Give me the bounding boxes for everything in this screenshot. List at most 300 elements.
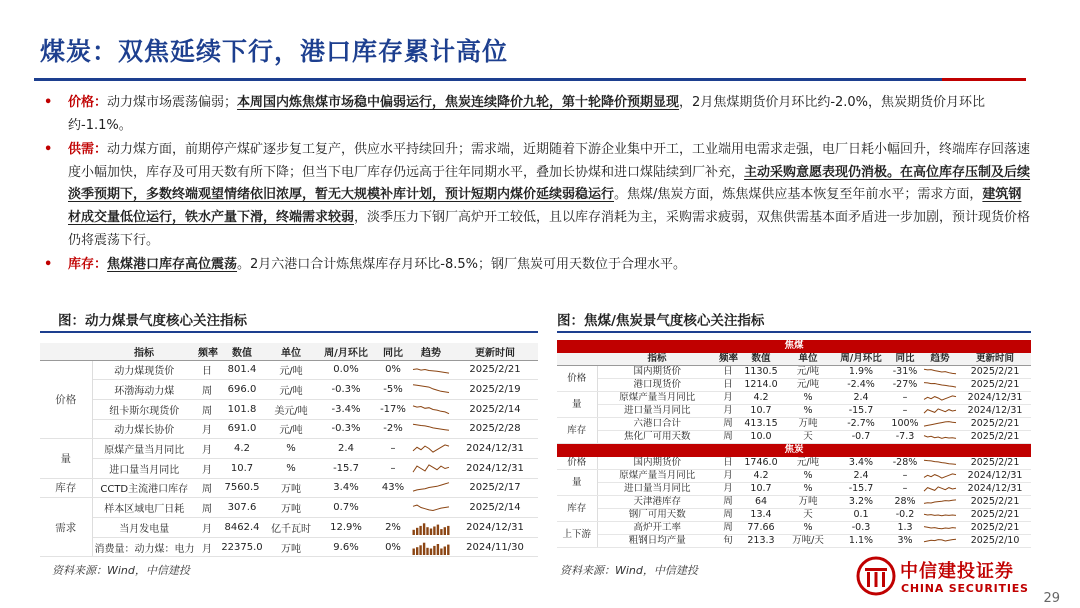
yoy-change: 0% <box>376 537 410 557</box>
value: 8462.4 <box>218 518 266 538</box>
indicator-name: 焦化厂可用天数 <box>597 431 717 444</box>
period-change: 2.4 <box>833 470 889 483</box>
column-header: 单位 <box>783 353 833 366</box>
frequency: 周 <box>717 431 739 444</box>
unit: % <box>783 470 833 483</box>
value: 13.4 <box>739 509 783 522</box>
indicator-name: 原煤产量当月同比 <box>597 470 717 483</box>
update-date: 2025/2/21 <box>959 379 1031 392</box>
bullet-icon: • <box>44 95 53 110</box>
indicator-name: 国内期货价 <box>597 457 717 470</box>
trend-sparkline <box>923 484 957 494</box>
column-header: 数值 <box>218 343 266 360</box>
table-row <box>40 439 538 459</box>
indicator-name: 国内期货价 <box>597 366 717 379</box>
trend-line <box>413 465 449 472</box>
trend-cell <box>921 496 959 509</box>
update-date: 2025/2/21 <box>959 431 1031 444</box>
frequency: 月 <box>196 419 218 439</box>
trend-bar-sparkline <box>412 540 450 555</box>
trend-cell <box>921 509 959 522</box>
yoy-change: -7.3 <box>889 431 921 444</box>
frequency: 月 <box>717 470 739 483</box>
period-change: 3.4% <box>833 457 889 470</box>
table-row <box>40 360 538 380</box>
period-change: 1.1% <box>833 535 889 548</box>
trend-cell <box>921 366 959 379</box>
frequency: 月 <box>196 537 218 557</box>
trend-line <box>413 483 449 491</box>
trend-cell <box>410 478 452 498</box>
value: 64 <box>739 496 783 509</box>
table-row <box>557 535 1031 548</box>
right-caption-rule <box>557 331 1031 333</box>
yoy-change: 1.3 <box>889 522 921 535</box>
table-row <box>557 496 1031 509</box>
paragraph-text: 。2月六港口合计炼焦煤库存月环比-8.5%；钢厂焦炭可用天数位于合理水平。 <box>237 257 687 273</box>
column-header: 趋势 <box>410 343 452 360</box>
yoy-change: – <box>376 458 410 478</box>
value: 213.3 <box>739 535 783 548</box>
trend-bar <box>437 544 439 555</box>
table-row <box>40 478 538 498</box>
trend-sparkline <box>412 500 450 515</box>
unit: 元/吨 <box>266 360 316 380</box>
trend-cell <box>921 522 959 535</box>
frequency: 月 <box>717 483 739 496</box>
indicator-name: 六港口合计 <box>597 418 717 431</box>
indicator-name: 当月发电量 <box>92 518 196 538</box>
value: 77.66 <box>739 522 783 535</box>
summary-paragraph <box>38 254 1032 277</box>
period-change: -15.7 <box>833 405 889 418</box>
trend-sparkline <box>923 380 957 390</box>
yoy-change: 2% <box>376 518 410 538</box>
frequency: 月 <box>196 439 218 459</box>
paragraph-text: 动力煤方面，前期停产煤矿逐步复工复产，供应水平持续回升；需求端，近期随着下游企业集中开工，工业端用电需求走强，电厂日耗小幅回升，终端库存回落速度小幅加快，库存及可用天数有所下降；但当下电厂库存仍远高于往年同期水平，叠加长协煤和进口煤陆续到厂补充， <box>68 142 1031 180</box>
trend-line <box>413 385 449 393</box>
unit: 元/吨 <box>266 380 316 400</box>
trend-line <box>924 500 956 504</box>
value: 801.4 <box>218 360 266 380</box>
thermal-coal-indicator-table <box>40 343 538 557</box>
update-date: 2024/12/31 <box>959 483 1031 496</box>
section-title: 焦煤 <box>557 340 1031 353</box>
unit: % <box>783 392 833 405</box>
period-change: -2.7% <box>833 418 889 431</box>
table-row <box>40 419 538 439</box>
paragraph-text: ，淡季压力下钢厂高炉开工较低，且以库存消耗为主，采购需求疲弱，双焦供需基本面矛盾进一步加剧，预计现货价格仍将震荡下行。 <box>68 209 1031 248</box>
column-header: 趋势 <box>921 353 959 366</box>
column-header: 频率 <box>719 353 739 365</box>
paragraph-text: 动力煤市场震荡偏弱； <box>107 95 238 110</box>
trend-bar <box>416 547 418 555</box>
trend-bar <box>423 542 425 554</box>
unit: 万吨 <box>266 537 316 557</box>
table-row <box>40 458 538 478</box>
yoy-change: – <box>376 439 410 459</box>
trend-bar-sparkline <box>412 520 450 535</box>
trend-bar <box>430 528 432 535</box>
yoy-change: – <box>889 405 921 418</box>
update-date: 2024/12/31 <box>452 458 538 478</box>
table-row <box>557 431 1031 444</box>
indicator-name: 钢厂可用天数 <box>597 509 717 522</box>
update-date: 2024/12/31 <box>959 470 1031 483</box>
trend-sparkline <box>923 471 957 481</box>
trend-sparkline <box>923 419 957 429</box>
table-row <box>40 399 538 419</box>
left-table-caption: 图：动力煤景气度核心关注指标 <box>58 313 247 329</box>
frequency: 日 <box>717 457 739 470</box>
column-header: 周/月环比 <box>316 343 376 360</box>
emphasis-text: 本周国内炼焦煤市场稳中偏弱运行，焦炭连续降价九轮，第十轮降价预期显现 <box>237 95 680 110</box>
unit: 元/吨 <box>783 457 833 470</box>
table-row <box>40 518 538 538</box>
header-row <box>557 353 1031 366</box>
value: 4.2 <box>739 392 783 405</box>
trend-bar <box>419 545 421 555</box>
indicator-name: 样本区域电厂日耗 <box>92 498 196 518</box>
trend-bar <box>447 526 449 535</box>
frequency: 周 <box>196 498 218 518</box>
trend-line <box>924 383 956 388</box>
trend-bar <box>416 528 418 535</box>
trend-cell <box>410 439 452 459</box>
period-change: -2.4% <box>833 379 889 392</box>
company-logo <box>856 556 1036 604</box>
unit: 天 <box>783 509 833 522</box>
value: 10.7 <box>739 405 783 418</box>
trend-sparkline <box>923 367 957 377</box>
unit: 天 <box>783 431 833 444</box>
trend-line <box>924 436 956 439</box>
group-label: 价格 <box>40 360 92 439</box>
column-header: 更新时间 <box>959 353 1031 366</box>
update-date: 2025/2/19 <box>452 380 538 400</box>
trend-sparkline <box>923 510 957 520</box>
period-change: -15.7 <box>833 483 889 496</box>
value: 1214.0 <box>739 379 783 392</box>
table-row <box>557 366 1031 379</box>
section-band <box>557 444 1031 457</box>
paragraph-label: 价格： <box>68 95 108 110</box>
trend-cell <box>410 419 452 439</box>
emphasis-text: 焦煤港口库存高位震荡 <box>107 257 238 273</box>
company-logo-icon <box>856 556 896 596</box>
frequency: 周 <box>196 478 218 498</box>
trend-line <box>924 487 956 491</box>
yoy-change: 0% <box>376 360 410 380</box>
frequency: 月 <box>717 392 739 405</box>
unit: % <box>266 458 316 478</box>
update-date: 2025/2/21 <box>959 366 1031 379</box>
update-date: 2025/2/17 <box>452 478 538 498</box>
indicator-name: 港口现货价 <box>597 379 717 392</box>
yoy-change: -17% <box>376 399 410 419</box>
value: 10.0 <box>739 431 783 444</box>
trend-bar <box>413 548 415 555</box>
summary-paragraph <box>38 92 1032 137</box>
trend-sparkline <box>412 382 450 397</box>
indicator-name: 进口量当月同比 <box>92 458 196 478</box>
coking-coal-indicator-table <box>557 340 1031 548</box>
table-row <box>557 483 1031 496</box>
table-row <box>557 457 1031 470</box>
frequency: 周 <box>717 522 739 535</box>
frequency: 旬 <box>717 535 739 548</box>
bullet-icon: • <box>44 142 53 158</box>
group-label: 需求 <box>40 498 92 557</box>
unit: % <box>783 522 833 535</box>
yoy-change: 28% <box>889 496 921 509</box>
update-date: 2024/11/30 <box>452 537 538 557</box>
unit: 万吨/天 <box>783 535 833 548</box>
paragraph-label: 库存： <box>68 257 108 273</box>
frequency: 周 <box>717 496 739 509</box>
summary-paragraphs <box>38 92 1032 279</box>
table-row <box>40 537 538 557</box>
trend-line <box>924 409 956 413</box>
frequency: 日 <box>717 366 739 379</box>
trend-sparkline <box>923 393 957 403</box>
period-change: -0.3% <box>316 380 376 400</box>
period-change: 3.4% <box>316 478 376 498</box>
trend-cell <box>921 535 959 548</box>
trend-sparkline <box>412 402 450 417</box>
unit: 元/吨 <box>783 379 833 392</box>
trend-line <box>924 396 956 400</box>
group-label: 价格 <box>557 366 597 392</box>
trend-cell <box>921 483 959 496</box>
trend-line <box>924 474 956 478</box>
trend-sparkline <box>412 480 450 495</box>
trend-cell <box>921 418 959 431</box>
trend-sparkline <box>923 458 957 468</box>
table-row <box>557 509 1031 522</box>
unit: % <box>783 483 833 496</box>
trend-sparkline <box>412 461 450 476</box>
value: 4.2 <box>218 439 266 459</box>
column-header: 单位 <box>266 343 316 360</box>
value: 7560.5 <box>218 478 266 498</box>
update-date: 2025/2/21 <box>959 457 1031 470</box>
table-row <box>40 380 538 400</box>
yoy-change: -31% <box>889 366 921 379</box>
trend-cell <box>410 537 452 557</box>
column-header: 频率 <box>196 343 218 360</box>
trend-line <box>413 445 449 452</box>
period-change: -0.3% <box>316 419 376 439</box>
period-change: -0.7 <box>833 431 889 444</box>
indicator-name: 动力煤现货价 <box>92 360 196 380</box>
trend-bar <box>444 546 446 555</box>
unit: 万吨 <box>266 498 316 518</box>
bullet-icon: • <box>44 257 53 273</box>
trend-bar <box>440 529 442 535</box>
trend-sparkline <box>923 523 957 533</box>
page-title: 煤炭：双焦延续下行，港口库存累计高位 <box>40 37 509 66</box>
yoy-change: 3% <box>889 535 921 548</box>
update-date: 2025/2/21 <box>959 509 1031 522</box>
yoy-change: – <box>889 470 921 483</box>
trend-cell <box>410 498 452 518</box>
trend-cell <box>921 470 959 483</box>
group-label: 库存 <box>40 478 92 498</box>
period-change: 3.2% <box>833 496 889 509</box>
update-date: 2025/2/21 <box>959 418 1031 431</box>
yoy-change: -2% <box>376 419 410 439</box>
frequency: 日 <box>196 360 218 380</box>
trend-cell <box>410 360 452 380</box>
frequency: 月 <box>717 405 739 418</box>
yoy-change: -5% <box>376 380 410 400</box>
trend-cell <box>921 405 959 418</box>
unit: 美元/吨 <box>266 399 316 419</box>
period-change: -15.7 <box>316 458 376 478</box>
value: 1746.0 <box>739 457 783 470</box>
value: 1130.5 <box>739 366 783 379</box>
frequency: 日 <box>717 379 739 392</box>
update-date: 2025/2/10 <box>959 535 1031 548</box>
update-date: 2024/12/31 <box>959 405 1031 418</box>
value: 4.2 <box>739 470 783 483</box>
trend-line <box>413 505 449 510</box>
column-header: 同比 <box>889 353 921 366</box>
value: 10.7 <box>218 458 266 478</box>
update-date: 2025/2/21 <box>452 360 538 380</box>
update-date: 2024/12/31 <box>452 518 538 538</box>
trend-line <box>413 406 449 414</box>
unit: 万吨 <box>266 478 316 498</box>
column-header: 指标 <box>597 353 717 366</box>
update-date: 2024/12/31 <box>959 392 1031 405</box>
period-change: 9.6% <box>316 537 376 557</box>
right-source-note: 资料来源：Wind，中信建投 <box>560 564 698 577</box>
unit: % <box>783 405 833 418</box>
trend-bar <box>444 527 446 535</box>
emphasis-text: 主动采购意愿表现仍消极。在高位库存压制及后续淡季预期下，多数终端观望情绪依旧浓厚，暂无大规模补库计划，预计短期内煤价延续弱稳运行 <box>68 164 1031 203</box>
column-header: 周/月环比 <box>833 353 889 366</box>
indicator-name: 天津港库存 <box>597 496 717 509</box>
value: 101.8 <box>218 399 266 419</box>
frequency: 月 <box>196 518 218 538</box>
trend-line <box>924 514 956 515</box>
trend-line <box>924 539 956 541</box>
period-change: -3.4% <box>316 399 376 419</box>
frequency: 周 <box>717 418 739 431</box>
trend-sparkline <box>923 406 957 416</box>
indicator-name: 原煤产量当月同比 <box>92 439 196 459</box>
period-change: 12.9% <box>316 518 376 538</box>
column-header: 数值 <box>739 353 783 366</box>
value: 691.0 <box>218 419 266 439</box>
summary-paragraph <box>38 139 1032 252</box>
yoy-change: -27% <box>889 379 921 392</box>
paragraph-text: ，2月焦煤期货价月环比约-2.0%，焦炭期货价月环比约-1.1%。 <box>68 95 986 133</box>
value: 413.15 <box>739 418 783 431</box>
trend-bar <box>433 545 435 554</box>
unit: 元/吨 <box>266 419 316 439</box>
trend-bar <box>440 548 442 555</box>
value: 10.7 <box>739 483 783 496</box>
page-number: 29 <box>1043 591 1060 606</box>
trend-sparkline <box>923 497 957 507</box>
trend-line <box>413 369 449 373</box>
table-row <box>557 522 1031 535</box>
section-band <box>557 340 1031 353</box>
yoy-change: – <box>889 392 921 405</box>
title-underline <box>34 78 1026 81</box>
table-row <box>557 405 1031 418</box>
period-change: 2.4 <box>316 439 376 459</box>
frequency: 月 <box>196 458 218 478</box>
unit: % <box>266 439 316 459</box>
yoy-change: 43% <box>376 478 410 498</box>
trend-sparkline <box>923 536 957 546</box>
trend-bar <box>433 526 435 535</box>
update-date: 2025/2/28 <box>452 419 538 439</box>
trend-cell <box>410 380 452 400</box>
trend-cell <box>921 431 959 444</box>
update-date: 2025/2/14 <box>452 498 538 518</box>
unit: 亿千瓦时 <box>266 518 316 538</box>
trend-cell <box>921 457 959 470</box>
indicator-name: 动力煤长协价 <box>92 419 196 439</box>
indicator-name: 纽卡斯尔现货价 <box>92 399 196 419</box>
company-logo-en: CHINA SECURITIES <box>901 582 1029 595</box>
unit: 元/吨 <box>783 366 833 379</box>
table-row <box>40 498 538 518</box>
group-label: 量 <box>557 470 597 496</box>
indicator-name: 环渤海动力煤 <box>92 380 196 400</box>
trend-cell <box>921 379 959 392</box>
group-label: 量 <box>40 439 92 478</box>
trend-bar <box>430 548 432 555</box>
trend-cell <box>410 399 452 419</box>
company-logo-cn: 中信建投证券 <box>900 561 1014 582</box>
period-change: 2.4 <box>833 392 889 405</box>
trend-bar <box>423 523 425 535</box>
trend-cell <box>410 518 452 538</box>
title-underline-accent <box>942 78 1026 81</box>
paragraph-text: 。焦煤/焦炭方面，炼焦煤供应基本恢复至年前水平；需求方面， <box>614 187 983 203</box>
group-label: 库存 <box>557 496 597 522</box>
value: 22375.0 <box>218 537 266 557</box>
trend-bar <box>437 524 439 534</box>
emphasis-text: 建筑钢材成交量低位运行，铁水产量下滑，终端需求较弱 <box>68 187 1022 225</box>
indicator-name: 粗钢日均产量 <box>597 535 717 548</box>
column-header: 同比 <box>376 343 410 360</box>
frequency: 周 <box>717 509 739 522</box>
group-label: 量 <box>557 392 597 418</box>
update-date: 2025/2/21 <box>959 496 1031 509</box>
left-caption-rule <box>40 331 538 333</box>
column-header: 更新时间 <box>452 343 538 360</box>
update-date: 2025/2/21 <box>959 522 1031 535</box>
group-label: 上下游 <box>557 522 597 548</box>
right-table-caption: 图：焦煤/焦炭景气度核心关注指标 <box>557 313 765 329</box>
period-change: 0.0% <box>316 360 376 380</box>
update-date: 2025/2/14 <box>452 399 538 419</box>
indicator-name: 高炉开工率 <box>597 522 717 535</box>
yoy-change <box>376 498 410 518</box>
table-row <box>557 418 1031 431</box>
period-change: 0.1 <box>833 509 889 522</box>
update-date: 2024/12/31 <box>452 439 538 459</box>
group-label: 库存 <box>557 418 597 444</box>
frequency: 周 <box>196 380 218 400</box>
